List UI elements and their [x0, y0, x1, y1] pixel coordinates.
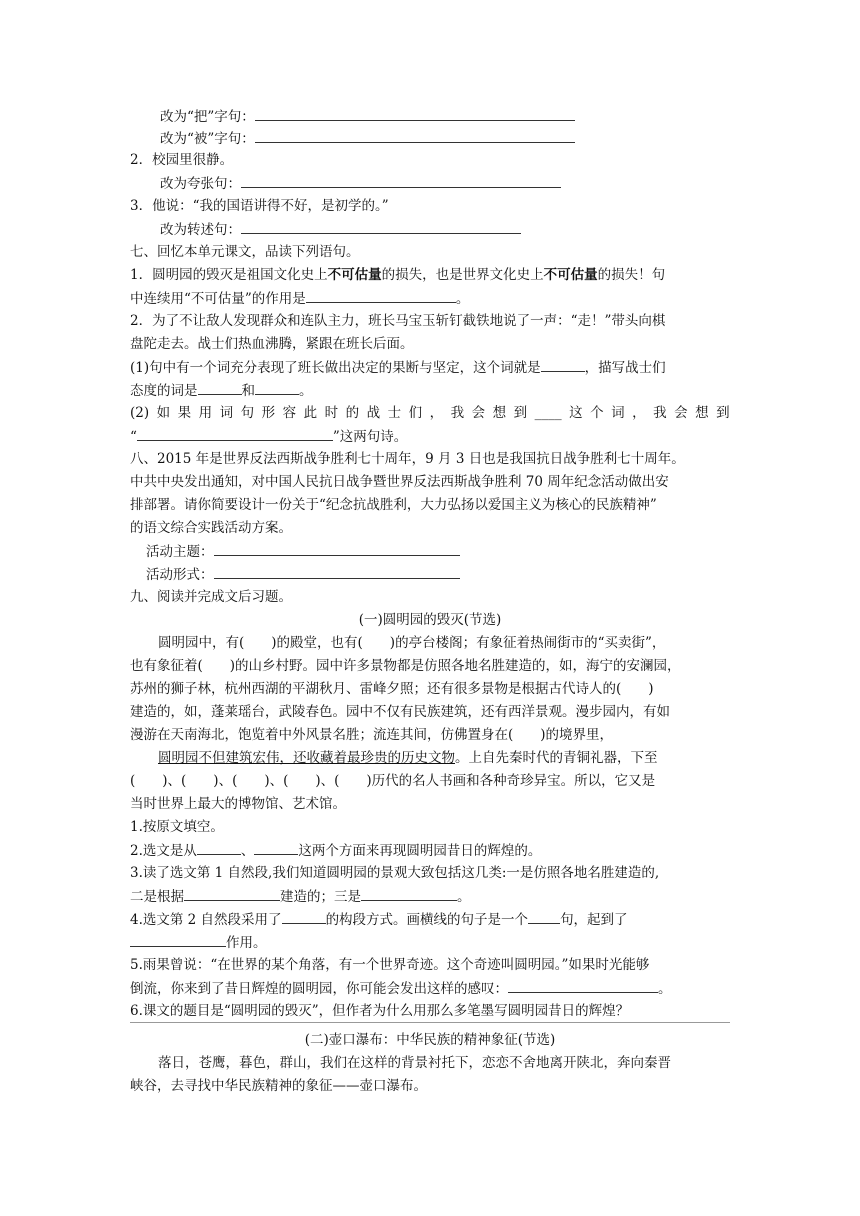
bei-sentence-label: 改为“被”字句：: [160, 131, 255, 147]
sub2-line1-token: (2): [130, 405, 150, 421]
section7-heading: 七、回忆本单元课文，品读下列语句。: [130, 244, 360, 260]
bei-sentence-blank[interactable]: [255, 128, 575, 143]
q7-2-sub1-line1: (1)句中有一个词充分表现了班长做出决定的果断与坚定，这个词就是 ，描写战士们: [130, 357, 666, 378]
decisive-word-blank[interactable]: [541, 357, 585, 372]
qa4-line2: 作用。: [130, 932, 267, 953]
q6-2-text: 2．校园里很静。: [130, 152, 234, 168]
sub2-line1-token: 们: [408, 405, 423, 421]
ba-sentence-label: 改为“把”字句：: [160, 109, 255, 125]
sub2-line1-token: 形: [261, 405, 276, 421]
sub2-line1-token: 果: [177, 405, 192, 421]
activity-form-label: 活动形式：: [146, 567, 214, 583]
indirect-speech-label: 改为转述句：: [160, 222, 241, 238]
passage1-line4: 建造的，如，蓬莱瑶台，武陵春色。园中不仅有民族建筑，还有西洋景观。漫步园内，有如: [130, 704, 670, 720]
section8-line3: 排部署。请你简要设计一份关于“纪念抗战胜利，大力弘扬以爱国主义为核心的民族精神”: [130, 497, 657, 513]
q7-1-blank[interactable]: [306, 288, 456, 303]
qa1: 1.按原文填空。: [130, 819, 224, 835]
qa2-blank-2[interactable]: [254, 840, 298, 855]
qa3-line2: 二是根据 建造的；三是 。: [130, 886, 471, 907]
passage1-p2-line2: ( )、( )、( )、( )、( )历代的名人书画和各种奇珍异宝。所以，它又是: [130, 773, 656, 789]
passage2-line2: 峡谷，去寻找中华民族精神的象征——壶口瀑布。: [130, 1078, 427, 1094]
poem-lines-blank[interactable]: [137, 426, 333, 441]
sub2-line1-token: 词: [219, 405, 234, 421]
sub2-line1-token: 到: [716, 405, 730, 421]
attitude-word-blank-2[interactable]: [255, 380, 299, 395]
passage1-line5: 漫游在天南海北，饱览着中外风景名胜；流连其间，仿佛置身在( )的境界里，: [130, 727, 614, 743]
sub2-line1-token: 词: [611, 405, 625, 421]
passage1-p2-line3: 当时世界上最大的博物馆、艺术馆。: [130, 796, 346, 812]
section8-line2: 中共中央发出通知，对中国人民抗日战争暨世界反法西斯战争胜利 70 周年纪念活动做出安: [130, 474, 669, 490]
ba-sentence-row: [160, 106, 575, 127]
qa3-blank-2[interactable]: [361, 886, 457, 901]
qa5-line2: 倒流，你来到了昔日辉煌的圆明园，你可能会发出这样的感叹： 。: [130, 978, 672, 999]
activity-theme-label: 活动主题：: [146, 544, 214, 560]
qa4-blank-1[interactable]: [282, 909, 326, 924]
sub2-line1-token: 时: [324, 405, 339, 421]
q7-2-sub2-line2: “ ”这两句诗。: [130, 426, 407, 447]
qa3-line1: 3.读了选文第 1 自然段,我们知道圆明园的景观大致包括这几类:一是仿照各地名胜建造的,: [130, 865, 660, 881]
qa2: 2.选文是从 、 这两个方面来再现圆明园昔日的辉煌的。: [130, 840, 541, 861]
indirect-speech-row: [160, 219, 521, 240]
sub2-line1-token: 我: [450, 405, 465, 421]
sub2-line1-token: 的: [345, 405, 360, 421]
sub2-line1-token: 到: [513, 405, 528, 421]
activity-form-row: [146, 564, 460, 585]
sub2-line1-token: 想: [695, 405, 709, 421]
qa4-blank-2[interactable]: [528, 909, 560, 924]
attitude-word-blank-1[interactable]: [198, 380, 242, 395]
section-divider: [130, 1022, 730, 1023]
sub2-line1-token: 句: [240, 405, 255, 421]
sub2-line1-token: 我: [653, 405, 667, 421]
qa4-line1: 4.选文第 2 自然段采用了 的构段方式。画横线的句子是一个 句，起到了: [130, 909, 628, 930]
passage1-line3: 苏州的狮子林，杭州西湖的平湖秋月、雷峰夕照；还有很多景物是根据古代诗人的( ): [130, 681, 654, 697]
qa2-blank-1[interactable]: [197, 840, 241, 855]
section8-line1: 八、2015 年是世界反法西斯战争胜利七十周年，9 月 3 日也是我国抗日战争胜利七十周年。: [130, 451, 685, 467]
activity-theme-blank[interactable]: [214, 541, 460, 556]
sub2-line1-token: 这: [569, 405, 583, 421]
activity-theme-row: [146, 541, 460, 562]
sub2-line1-token: 会: [471, 405, 486, 421]
passage2-line1: 落日，苍鹰，暮色，群山，我们在这样的背景衬托下，恋恋不舍地离开陕北，奔向秦晋: [158, 1055, 671, 1071]
indirect-speech-blank[interactable]: [241, 219, 521, 234]
qa6: 6.课文的题目是“圆明园的毁灭”，但作者为什么用那么多笔墨写圆明园昔日的辉煌？: [130, 1003, 630, 1019]
q7-2-line2: 盘陀走去。战士们热血沸腾，紧跟在班长后面。: [130, 336, 414, 352]
activity-form-blank[interactable]: [214, 564, 460, 579]
sub2-line1-token: ，: [429, 405, 444, 421]
q6-3-text: 3．他说：“我的国语讲得不好，是初学的。”: [130, 198, 389, 214]
q7-2-line1: 2．为了不让敌人发现群众和连队主力，班长马宝玉斩钉截铁地说了一声：“走！”带头向棋: [130, 313, 666, 329]
q7-2-sub2-line1: [130, 403, 730, 423]
qa5-line1: 5.雨果曾说：“在世界的某个角落，有一个世界奇迹。这个奇迹叫圆明园。”如果时光能够: [130, 957, 650, 973]
q7-1-line2: 中连续用“不可估量”的作用是 。: [130, 288, 469, 309]
section9-heading: 九、阅读并完成文后习题。: [130, 589, 292, 605]
sub2-line1-token: 个: [590, 405, 604, 421]
q7-1-line1: 1．圆明园的毁灭是祖国文化史上不可估量的损失，也是世界文化史上不可估量的损失！句: [130, 267, 666, 283]
sub2-line1-token: 想: [492, 405, 507, 421]
bold-phrase-2: 不可估量: [543, 267, 598, 283]
section8-line4: 的语文综合实践活动方案。: [130, 520, 292, 536]
sub2-line1-token: ____: [534, 405, 562, 421]
exaggeration-label: 改为夸张句：: [160, 176, 241, 192]
q7-2-sub1-line2: 态度的词是 和 。: [130, 380, 313, 401]
exaggeration-row: [160, 173, 561, 194]
sub2-line1-token: 如: [156, 405, 171, 421]
exaggeration-blank[interactable]: [241, 173, 561, 188]
qa5-blank[interactable]: [508, 978, 658, 993]
passage1-line1: 圆明园中，有( )的殿堂，也有( )的亭台楼阁；有象征着热闹街市的“买卖街”，: [158, 635, 666, 651]
sub2-line1-token: 用: [198, 405, 213, 421]
passage1-line2: 也有象征着( )的山乡村野。园中许多景物都是仿照各地名胜建造的，如，海宁的安澜园，: [130, 658, 681, 674]
qa4-blank-3[interactable]: [130, 932, 226, 947]
sub2-line1-token: 战: [366, 405, 381, 421]
sub2-line1-token: 会: [674, 405, 688, 421]
underlined-sentence: 圆明园不但建筑宏伟，还收藏着最珍贵的历史文物: [158, 750, 455, 766]
passage1-p2-line1: 圆明园不但建筑宏伟，还收藏着最珍贵的历史文物。上自先秦时代的青铜礼器，下至: [158, 750, 658, 766]
bei-sentence-row: [160, 128, 575, 149]
bold-phrase-1: 不可估量: [327, 267, 382, 283]
passage1-title: (一)圆明园的毁灭(节选): [358, 612, 502, 628]
sub2-line1-token: 士: [387, 405, 402, 421]
sub2-line1-token: 此: [303, 405, 318, 421]
ba-sentence-blank[interactable]: [255, 106, 575, 121]
qa3-blank-1[interactable]: [184, 886, 280, 901]
passage2-title: (二)壶口瀑布：中华民族的精神象征(节选): [304, 1032, 556, 1048]
sub2-line1-token: ，: [632, 405, 646, 421]
sub2-line1-token: 容: [282, 405, 297, 421]
